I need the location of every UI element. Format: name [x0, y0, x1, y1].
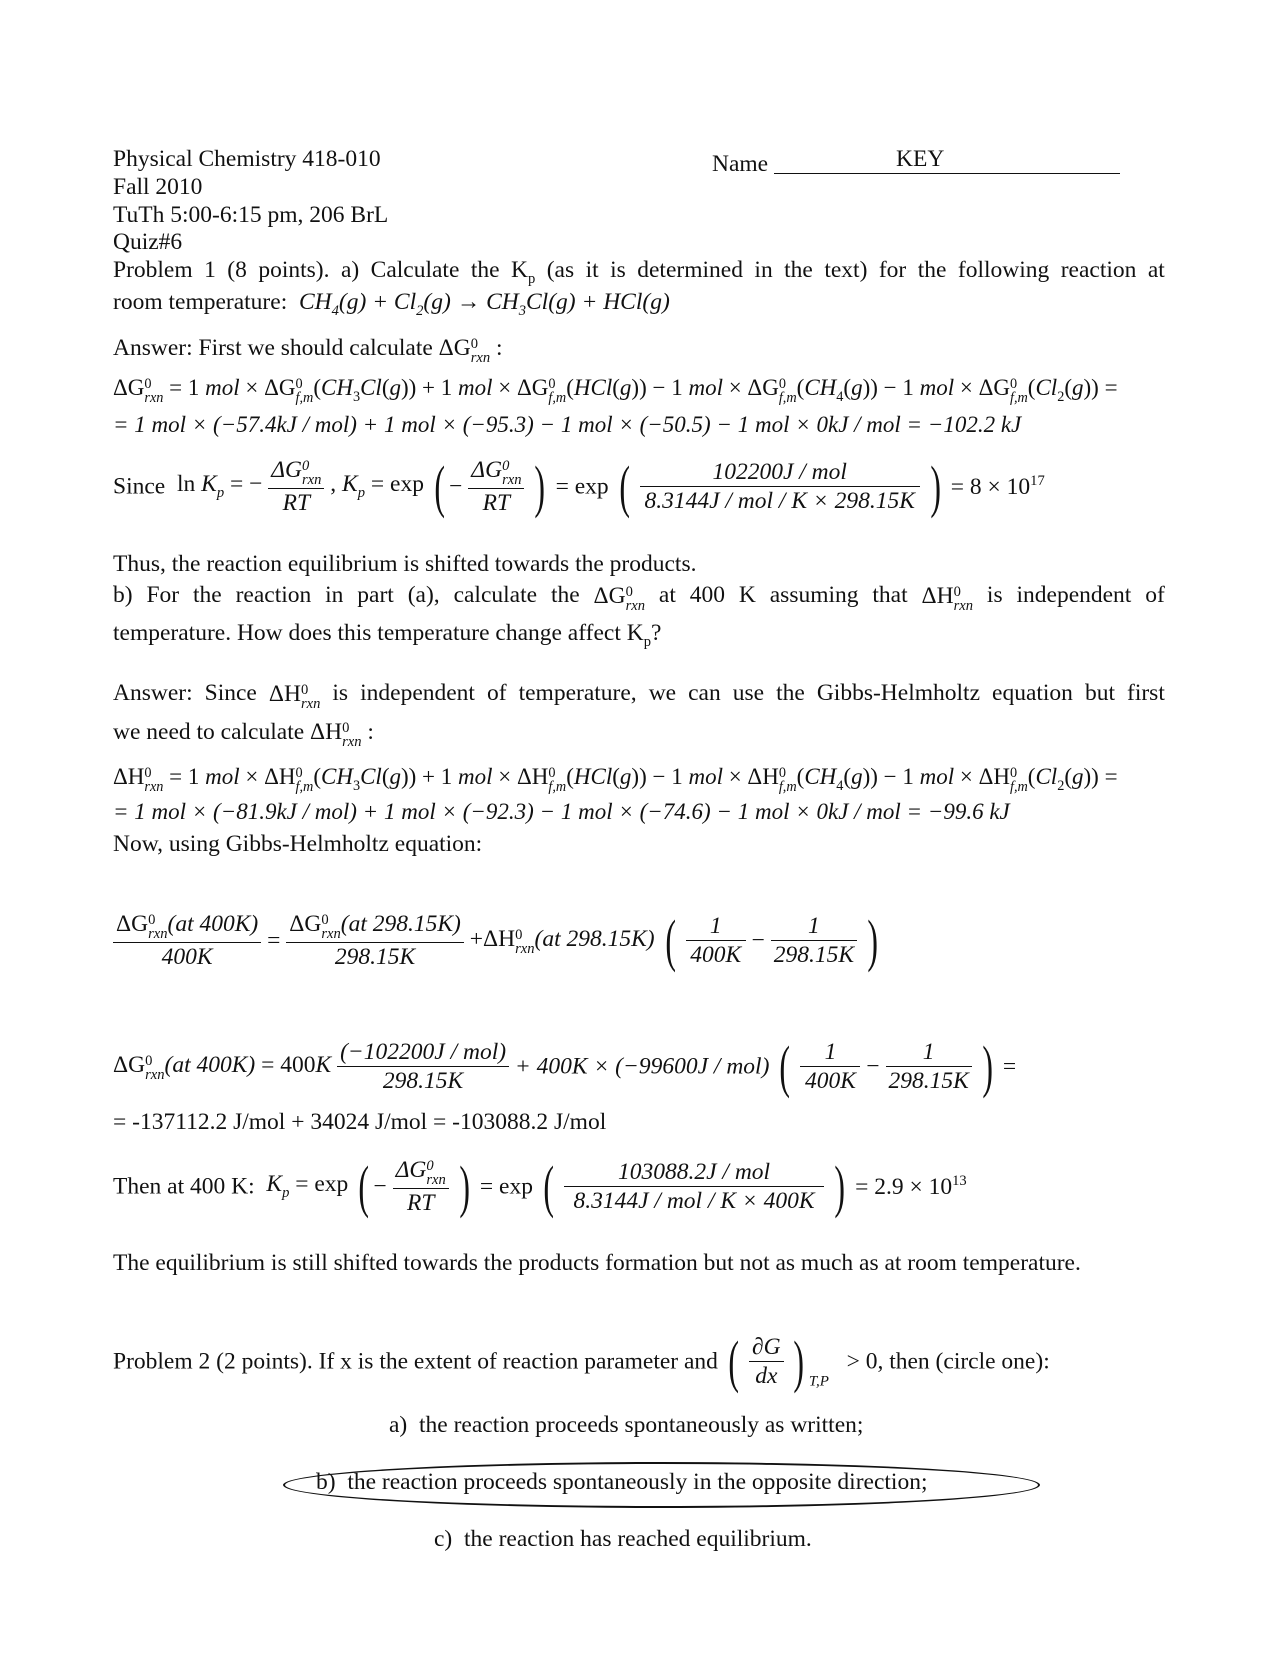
name-label: Name — [712, 151, 769, 177]
kp-denominator: 8.3144J / mol / K × 298.15K — [640, 486, 920, 514]
gibbs-helmholtz-calculation: ΔG 0 rxn (at 400K) = 400K $\frac{\text{(−102200J / mol)}}{298.15K}$ + 400K × (−99600J / mol) ( $\frac{1}{400K}$ − $\frac{1}{298.15K}$ ) = — [113, 1034, 1017, 1099]
answer-a-intro: Answer: First we should calculate ΔG 0 rxn : — [113, 335, 503, 366]
kp-equation: Since $\ln K_p$ = − ΔG 0 rxn RT , $K_p = \exp$ ( − ΔG 0 rxn RT ) = exp ( $\frac{\text{102200J / mol}}{\text{8.3144J / mol / K × 298.15K}}$ ) = $8 \times 10^{17}$ — [113, 454, 1045, 519]
choice-c[interactable]: c) the reaction has reached equilibrium. — [434, 1526, 812, 1552]
kp400-equation: Then at 400 K: $K_p = \exp$ ( − ΔG 0 rxn RT ) = exp ( $\frac{\text{103088.2J / mol}}{\text{8.3144J / mol / K × 400K}}$ ) = $2.9 \times 10^{13}$ — [113, 1154, 967, 1219]
answer-b-line2: we need to calculate ΔH 0 rxn : — [113, 719, 374, 750]
reaction-equation: $CH_4(g) + Cl_2(g) \to CH_3Cl(g) + HCl(g)$ — [293, 289, 670, 320]
answer-b-line1: Answer: Since ΔH 0 rxn is independent of temperature, we can use the Gibbs-Helmholtz equation but first — [113, 680, 1165, 712]
calc-result: = -137112.2 J/mol + 34024 J/mol = -103088.2 J/mol — [113, 1109, 607, 1135]
kp-symbol: $K_p$ — [511, 257, 536, 288]
problem1-intro-line2: room temperature: $CH_4(g) + Cl_2(g) \to CH_3Cl(g) + HCl(g)$ — [113, 289, 670, 320]
part-b-line2: temperature. How does this temperature change affect $K_p$? — [113, 620, 662, 651]
quiz-number: Quiz#6 — [113, 229, 183, 255]
conclusion-b: The equilibrium is still shifted towards the products formation but not as much as at room temperature. — [113, 1250, 1081, 1276]
kp-numerator: 102200J / mol — [712, 458, 847, 485]
gibbs-helmholtz-equation: ΔG 0 rxn (at 400K) 400K = ΔG 0 rxn (at 298.15K) 298.15K +ΔH 0 rxn (at 298.15K) ( $\frac{1}{400K}$ − $\frac{1}{298.15K}$ ) — [113, 912, 882, 970]
dh-equation-line1: ΔH 0 rxn = 1 mol × ΔH 0 f,m $(CH_3Cl(g)) + 1$ mol × ΔH 0 f,m (HCl(g)) − 1 mol × ΔH 0 f,m $(CH_4(g)) - 1$ mol × ΔH 0 f,m $(Cl_2(g))$ = — [113, 764, 1118, 795]
name-field — [712, 148, 1120, 177]
problem2-intro: Problem 2 (2 points). If x is the extent of reaction parameter and ( $\frac{\partial G}{dx}$ ) $_{T,P}$ > 0, then (circle one): — [113, 1329, 1050, 1394]
name-value: KEY — [896, 146, 945, 172]
dg-equation-line1: ΔG 0 rxn = 1 mol × ΔG 0 f,m $(CH_3Cl(g)) + 1$ mol × ΔG 0 f,m (HCl(g)) − 1 mol × ΔG 0 f,m $(CH_4(g)) - 1$ mol × ΔG 0 f,m $(Cl_2(g))$ = — [113, 375, 1118, 406]
dg-equation-line2: = 1 mol × (−57.4kJ / mol) + 1 mol × (−95.3) − 1 mol × (−50.5) − 1 mol × 0kJ / mol = −102.2 kJ — [113, 412, 1022, 437]
dh-equation-line2: = 1 mol × (−81.9kJ / mol) + 1 mol × (−92.3) − 1 mol × (−74.6) − 1 mol × 0kJ / mol = −99.6 kJ — [113, 799, 1010, 824]
course-title: Physical Chemistry 418-010 — [113, 146, 381, 172]
gibbs-helmholtz-intro: Now, using Gibbs-Helmholtz equation: — [113, 831, 483, 857]
choice-a[interactable]: a) the reaction proceeds spontaneously as written; — [389, 1412, 864, 1438]
kp-result: = 8 × 10 — [950, 474, 1031, 501]
problem1-intro-line1: Problem 1 (8 points). a) Calculate the $K_p$ (as it is determined in the text) for the following reaction at — [113, 257, 1165, 288]
term: Fall 2010 — [113, 174, 203, 200]
schedule: TuTh 5:00-6:15 pm, 206 BrL — [113, 202, 389, 228]
conclusion-a: Thus, the reaction equilibrium is shifted towards the products. — [113, 551, 697, 577]
choice-b[interactable]: b) the reaction proceeds spontaneously in the opposite direction; — [316, 1469, 928, 1495]
part-b-line1: b) For the reaction in part (a), calculate the ΔG 0 rxn at 400 K assuming that ΔH 0 rxn is independent of — [113, 582, 1165, 614]
